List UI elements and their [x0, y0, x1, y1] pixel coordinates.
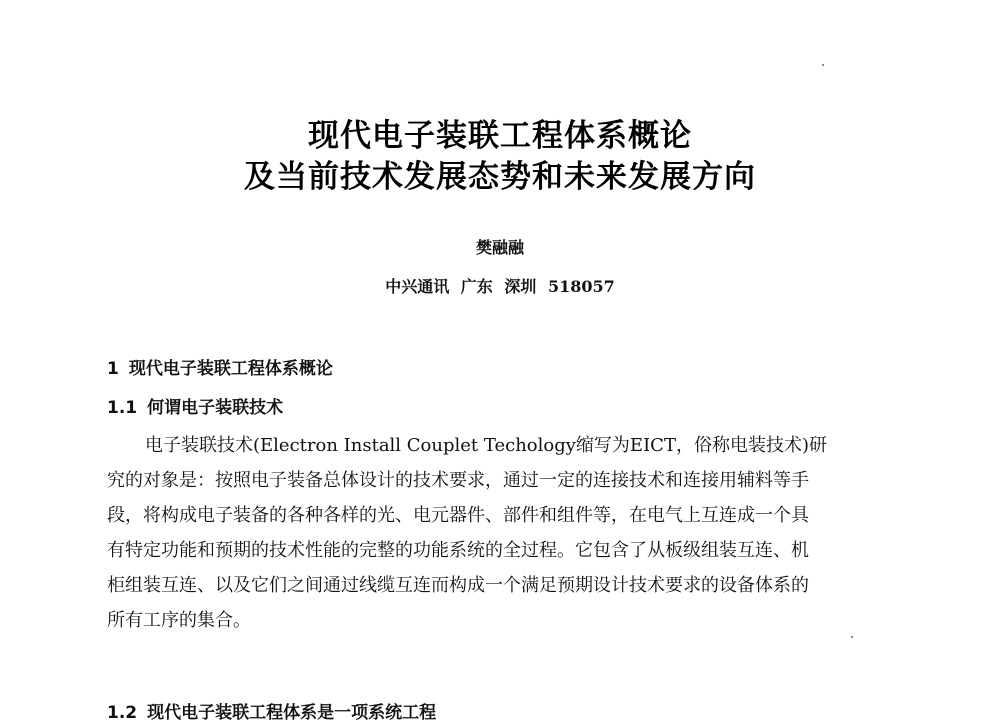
- section-number: 1: [107, 359, 119, 379]
- paper-title-line-1: 现代电子装联工程体系概论: [308, 118, 692, 154]
- affiliation-province: 广东: [460, 277, 493, 296]
- paragraph-line: 段，将构成电子装备的各种各样的光、电元器件、部件和组件等，在电气上互连成一个具: [107, 505, 809, 526]
- section-heading-1: [107, 354, 333, 379]
- section-number: 1.1: [107, 398, 138, 418]
- paragraph-line: 究的对象是：按照电子装备总体设计的技术要求，通过一定的连接技术和连接用辅料等手: [107, 470, 809, 491]
- section-number: 1.2: [107, 703, 138, 723]
- author-name: 樊融融: [475, 238, 524, 257]
- scan-speck: [851, 636, 853, 638]
- scan-speck: [822, 64, 824, 66]
- affiliation-city: 深圳: [504, 277, 537, 296]
- affiliation-org: 中兴通讯: [385, 277, 450, 296]
- section-title: 现代电子装联工程体系概论: [128, 359, 333, 379]
- section-title: 现代电子装联工程体系是一项系统工程: [147, 703, 437, 723]
- section-title: 何谓电子装联技术: [147, 398, 284, 418]
- paragraph-line: 所有工序的集合。: [107, 610, 251, 631]
- author-affiliation: [0, 274, 1000, 297]
- paragraph-line: 有特定功能和预期的技术性能的完整的功能系统的全过程。它包含了从板级组装互连、机: [107, 540, 809, 561]
- section-heading-1-2: [107, 698, 436, 723]
- paper-title-line-2: 及当前技术发展态势和未来发展方向: [244, 159, 756, 195]
- body-paragraph: [107, 428, 887, 638]
- paragraph-line: 柜组装互连、以及它们之间通过线缆互连而构成一个满足预期设计技术要求的设备体系的: [107, 575, 809, 596]
- section-heading-1-1: [107, 393, 283, 418]
- affiliation-postcode: 518057: [547, 277, 615, 296]
- paragraph-line: 电子装联技术(Electron Install Couplet Techology缩写为EICT，俗称电装技术)研: [145, 435, 827, 456]
